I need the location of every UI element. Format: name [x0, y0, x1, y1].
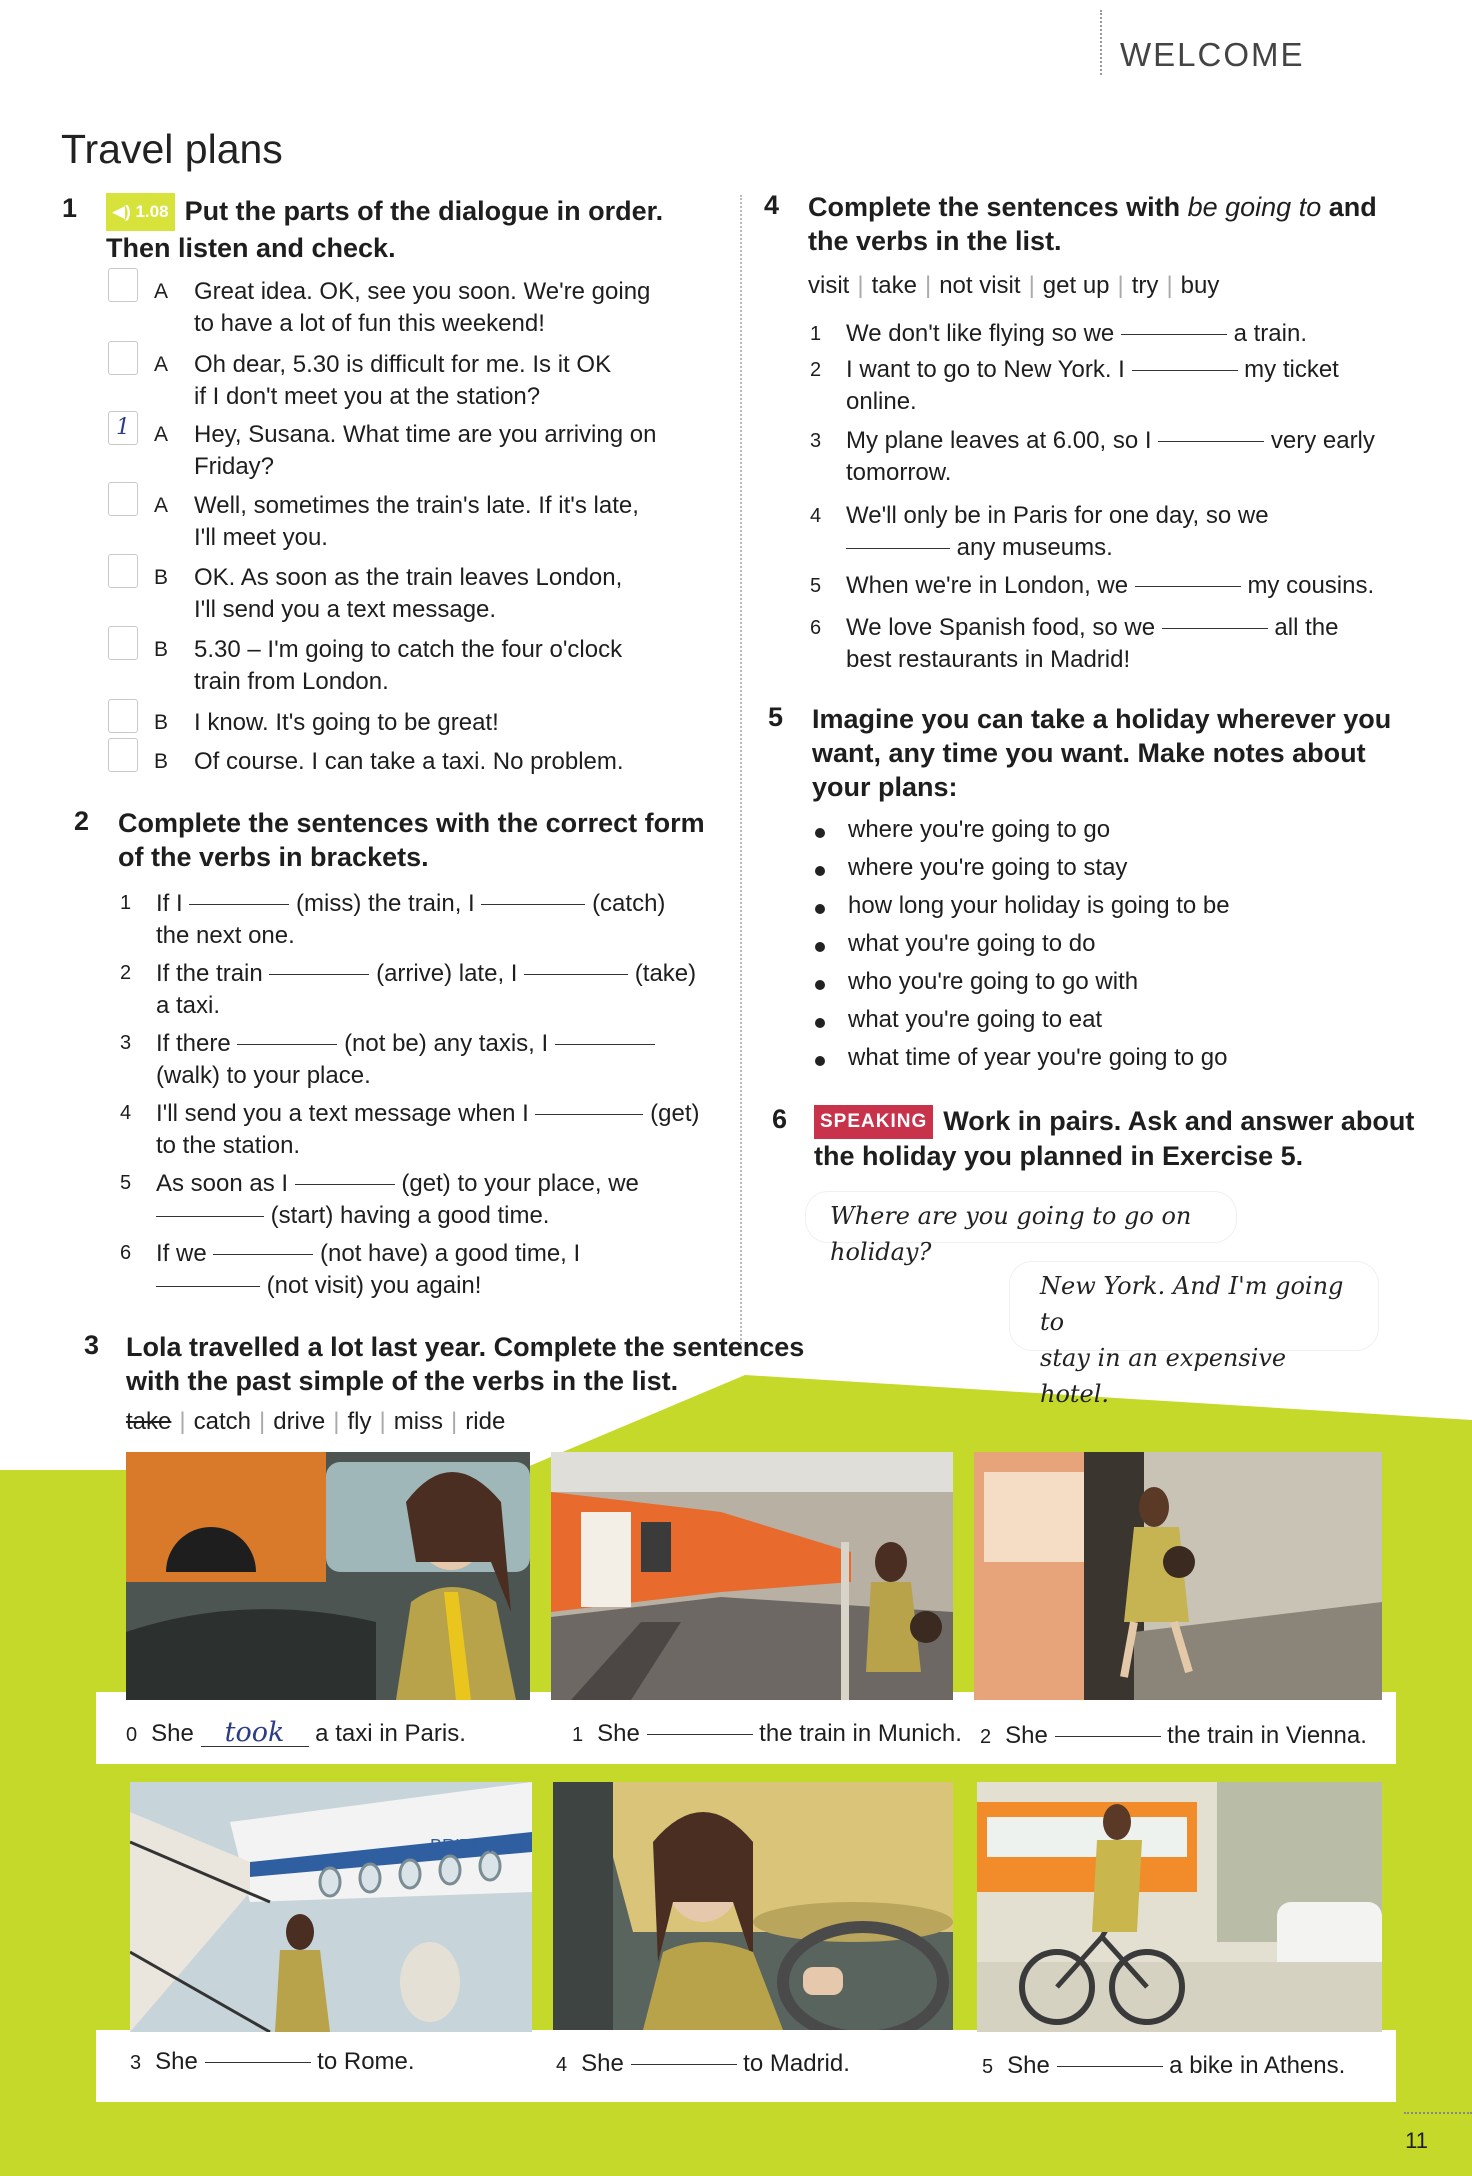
caption-number: 3 [130, 2052, 142, 2074]
illustration-train-vienna [974, 1452, 1382, 1700]
sentence-part: We don't like flying so we [846, 320, 1115, 347]
verb-option: catch [193, 1408, 251, 1435]
sentence-number: 4 [810, 505, 822, 527]
picture-caption [130, 2048, 415, 2076]
verb-option: get up [1042, 272, 1110, 299]
exercise-6-number: 6 [772, 1104, 788, 1134]
sentence-part: (arrive) late, I [376, 960, 518, 987]
handwritten-answer[interactable]: took [201, 1720, 309, 1747]
sentence [846, 318, 1406, 350]
list-separator: | [379, 1408, 386, 1435]
exercise-4-number: 4 [764, 190, 780, 220]
verb-option: ride [465, 1408, 506, 1435]
dialogue-line-2: train from London. [194, 668, 389, 695]
sentence-part: If we [156, 1240, 207, 1267]
verb-option: take [126, 1408, 172, 1435]
speaker-label: A [154, 423, 169, 446]
answer-blank[interactable] [535, 1114, 643, 1115]
verb-option: drive [273, 1408, 326, 1435]
bullet-dot [815, 866, 825, 876]
illustration-taxi [126, 1452, 530, 1700]
answer-blank[interactable] [205, 2062, 311, 2063]
verb-option: not visit [939, 272, 1021, 299]
list-separator: | [333, 1408, 340, 1435]
verb-option: fly [347, 1408, 372, 1435]
sentence-part: When we're in London, we [846, 572, 1129, 599]
sentence-number: 4 [120, 1102, 132, 1124]
sentence-part: (not be) any taxis, I [344, 1030, 549, 1057]
illustration-train-munich [551, 1452, 953, 1700]
caption-number: 0 [126, 1724, 138, 1746]
caption-rest: a bike in Athens. [1169, 2052, 1346, 2079]
column-divider [740, 195, 742, 1355]
list-separator: | [924, 272, 932, 299]
sentence-number: 6 [120, 1242, 132, 1264]
bullet-dot [815, 904, 825, 914]
sentence-part: tomorrow. [846, 459, 952, 486]
speech-bubble-answer: New York. And I'm going to stay in an expensive hotel. [1010, 1262, 1378, 1350]
dialogue-line [194, 634, 622, 698]
verb-option: take [871, 272, 917, 299]
caption-rest: the train in Munich. [759, 1720, 962, 1747]
picture-caption [982, 2052, 1345, 2080]
sentence-part: We love Spanish food, so we [846, 614, 1156, 641]
sentence [156, 1238, 716, 1302]
answer-blank[interactable] [213, 1254, 313, 1255]
speaker-label: B [154, 750, 169, 773]
answer-blank[interactable] [1121, 334, 1227, 335]
answer-blank[interactable] [481, 904, 585, 905]
dialogue-line-2: if I don't meet you at the station? [194, 383, 541, 410]
list-separator: | [179, 1408, 186, 1435]
sentence-part: (not visit) you again! [266, 1272, 482, 1299]
speaker-label: A [154, 494, 169, 517]
verb-option: try [1131, 272, 1159, 299]
exercise-2-number: 2 [74, 806, 90, 836]
sentence-part: my cousins. [1247, 572, 1375, 599]
exercise-1-heading: ◀) 1.08 Put the parts of the dialogue in order. Then listen and check. [106, 193, 663, 265]
sentence-number: 6 [810, 617, 822, 639]
sentence-part: very early [1270, 427, 1375, 454]
sentence-part: my ticket [1244, 356, 1339, 383]
bullet-dot [815, 942, 825, 952]
bullet-item: what you're going to do [848, 930, 1096, 957]
answer-blank[interactable] [156, 1286, 260, 1287]
sentence-number: 1 [120, 892, 132, 914]
dialogue-line-1: OK. As soon as the train leaves London, [194, 564, 623, 591]
dialogue-line-1: Oh dear, 5.30 is difficult for me. Is it OK [194, 351, 612, 378]
caption-rest: a taxi in Paris. [315, 1720, 466, 1747]
sentence-part: I'll send you a text message when I [156, 1100, 529, 1127]
sentence-part: (miss) the train, I [296, 890, 475, 917]
sentence-part: If the train [156, 960, 263, 987]
sentence-part: As soon as I [156, 1170, 289, 1197]
exercise-2-heading: Complete the sentences with the correct form of the verbs in brackets. [118, 808, 705, 872]
sentence-part: If I [156, 890, 183, 917]
exercise-6-heading: SPEAKING Work in pairs. Ask and answer about the holiday you planned in Exercise 5. [814, 1106, 1415, 1171]
sentence [156, 888, 716, 952]
dialogue-line-1: Well, sometimes the train's late. If it's late, [194, 492, 639, 519]
dialogue-line [194, 562, 622, 626]
exercise-3-number: 3 [84, 1330, 100, 1360]
speaker-label: B [154, 638, 169, 661]
caption-number: 5 [982, 2056, 994, 2078]
sentence [156, 1098, 716, 1162]
exercise-3-verb-list [126, 1406, 505, 1438]
sentence-number: 3 [120, 1032, 132, 1054]
dialogue-line [194, 349, 611, 413]
sentence-part: best restaurants in Madrid! [846, 646, 1131, 673]
header-divider [1100, 10, 1102, 75]
caption-rest: to Rome. [317, 2048, 415, 2075]
exercise-5-heading: Imagine you can take a holiday wherever you want, any time you want. Make notes about your plans: [812, 704, 1392, 802]
list-separator: | [258, 1408, 266, 1435]
answer-blank[interactable] [647, 1734, 753, 1735]
list-separator: | [1117, 272, 1124, 299]
sentence-part: all the [1274, 614, 1339, 641]
sentence-part: (not have) a good time, I [320, 1240, 581, 1267]
sentence-number: 2 [120, 962, 132, 984]
answer-blank[interactable] [1132, 370, 1238, 371]
sentence-part: a train. [1233, 320, 1307, 347]
answer-blank[interactable] [555, 1044, 655, 1045]
order-box[interactable] [108, 738, 138, 772]
dialogue-line-2: Friday? [194, 453, 275, 480]
audio-track-badge[interactable]: ◀) 1.08 [106, 193, 175, 231]
answer-blank[interactable] [1057, 2066, 1163, 2067]
dialogue-line [194, 419, 656, 483]
plane-livery-text: BRITISH AI [430, 1836, 523, 1856]
sentence-part: any museums. [956, 534, 1113, 561]
speaker-icon: ◀) [112, 202, 136, 221]
caption-subject: She [1005, 1722, 1048, 1749]
sentence-part: My plane leaves at 6.00, so I [846, 427, 1152, 454]
sentence [846, 425, 1406, 489]
picture-caption [126, 1717, 466, 1748]
caption-subject: She [1007, 2052, 1050, 2079]
bullet-item: what time of year you're going to go [848, 1044, 1228, 1071]
list-separator: | [1028, 272, 1035, 299]
dialogue-line-1: I know. It's going to be great! [194, 709, 499, 736]
answer-blank[interactable] [189, 904, 289, 905]
exercise-4-verb-list [808, 270, 1219, 302]
bullet-dot [815, 828, 825, 838]
dialogue-line-2: I'll meet you. [194, 524, 328, 551]
sentence [846, 500, 1406, 564]
list-separator: | [451, 1408, 458, 1435]
dialogue-line [194, 746, 624, 778]
caption-number: 2 [980, 1726, 992, 1748]
dialogue-line-1: Of course. I can take a taxi. No problem. [194, 748, 624, 775]
sentence [846, 570, 1406, 602]
answer-blank[interactable] [295, 1184, 395, 1185]
order-box[interactable] [108, 341, 138, 375]
sentence [156, 958, 716, 1022]
list-separator: | [1166, 272, 1173, 299]
dialogue-line-2: to have a lot of fun this weekend! [194, 310, 545, 337]
dialogue-line-1: Great idea. OK, see you soon. We're going [194, 278, 651, 305]
sentence-part: If there [156, 1030, 231, 1057]
order-box[interactable] [108, 626, 138, 660]
sentence-number: 5 [120, 1172, 132, 1194]
verb-option: miss [393, 1408, 444, 1435]
dialogue-line [194, 707, 499, 739]
caption-subject: She [155, 2048, 198, 2075]
page-title: Travel plans [61, 126, 283, 172]
sentence-part: (start) having a good time. [270, 1202, 550, 1229]
sentence [846, 612, 1406, 676]
caption-subject: She [581, 2050, 624, 2077]
bullet-item: what you're going to eat [848, 1006, 1103, 1033]
sentence-part: (walk) to your place. [156, 1062, 371, 1089]
sentence-part: (catch) [592, 890, 666, 917]
caption-number: 4 [556, 2054, 568, 2076]
exercise-4-heading: Complete the sentences with be going to and the verbs in the list. [808, 192, 1377, 256]
sentence [156, 1028, 716, 1092]
picture-caption [980, 1722, 1367, 1750]
picture-caption [572, 1720, 962, 1748]
dialogue-line-1: 5.30 – I'm going to catch the four o'clock [194, 636, 623, 663]
exercise-5-number: 5 [768, 702, 784, 732]
dialogue-line [194, 490, 639, 554]
sentence-number: 1 [810, 323, 822, 345]
answer-blank[interactable] [1162, 628, 1268, 629]
picture-caption [556, 2050, 850, 2078]
dialogue-line [194, 276, 650, 340]
bullet-item: where you're going to stay [848, 854, 1128, 881]
order-box[interactable] [108, 699, 138, 733]
caption-subject: She [597, 1720, 640, 1747]
bullet-dot [815, 1056, 825, 1066]
answer-blank[interactable] [1055, 1736, 1161, 1737]
speaking-tag: SPEAKING [814, 1105, 933, 1139]
order-box[interactable] [108, 554, 138, 588]
sentence-number: 2 [810, 359, 822, 381]
caption-subject: She [151, 1720, 194, 1747]
order-box[interactable]: 1 [108, 411, 138, 445]
illustration-plane [130, 1782, 532, 2032]
answer-blank[interactable] [1158, 441, 1264, 442]
bullet-item: who you're going to go with [848, 968, 1139, 995]
sentence-part: (take) [634, 960, 697, 987]
sentence-part: a taxi. [156, 992, 221, 1019]
bullet-item: where you're going to go [848, 816, 1111, 843]
verb-option: visit [808, 272, 850, 299]
speaker-label: A [154, 353, 169, 376]
sentence-part: We'll only be in Paris for one day, so we [846, 502, 1269, 529]
dialogue-line-1: Hey, Susana. What time are you arriving on [194, 421, 657, 448]
order-box[interactable] [108, 268, 138, 302]
sentence-part: the next one. [156, 922, 295, 949]
exercise-3-heading: Lola travelled a lot last year. Complete the sentences with the past simple of the verbs in the list. [126, 1332, 805, 1396]
sentence [846, 354, 1406, 418]
answer-blank[interactable] [269, 974, 369, 975]
page-number-divider [1404, 2112, 1472, 2114]
speaker-label: B [154, 566, 169, 589]
answer-blank[interactable] [1135, 586, 1241, 587]
verb-option: buy [1180, 272, 1220, 299]
caption-rest: the train in Vienna. [1167, 1722, 1367, 1749]
sentence-part: online. [846, 388, 917, 415]
illustration-bike [977, 1782, 1382, 2032]
dialogue-line-2: I'll send you a text message. [194, 596, 497, 623]
sentence-part: (get) to your place, we [401, 1170, 639, 1197]
speaker-label: B [154, 711, 169, 734]
sentence-part: (get) [650, 1100, 700, 1127]
page-number: 11 [1405, 2128, 1428, 2153]
answer-blank[interactable] [524, 974, 628, 975]
sentence-part: I want to go to New York. I [846, 356, 1125, 383]
answer-blank[interactable] [156, 1216, 264, 1217]
list-separator: | [857, 272, 864, 299]
bullet-dot [815, 980, 825, 990]
sentence-number: 5 [810, 575, 822, 597]
caption-number: 1 [572, 1724, 584, 1746]
illustration-car [553, 1782, 953, 2030]
bullet-dot [815, 1018, 825, 1028]
answer-blank[interactable] [846, 548, 950, 549]
speaker-label: A [154, 280, 169, 303]
sentence [156, 1168, 716, 1232]
bullet-item: how long your holiday is going to be [848, 892, 1230, 919]
answer-blank[interactable] [631, 2064, 737, 2065]
order-box[interactable] [108, 482, 138, 516]
exercise-1-number: 1 [62, 193, 78, 223]
section-label: WELCOME [1120, 36, 1305, 73]
sentence-number: 3 [810, 430, 822, 452]
answer-blank[interactable] [237, 1044, 337, 1045]
caption-rest: to Madrid. [743, 2050, 850, 2077]
speech-bubble-question: Where are you going to go on holiday? [806, 1192, 1236, 1242]
sentence-part: to the station. [156, 1132, 301, 1159]
